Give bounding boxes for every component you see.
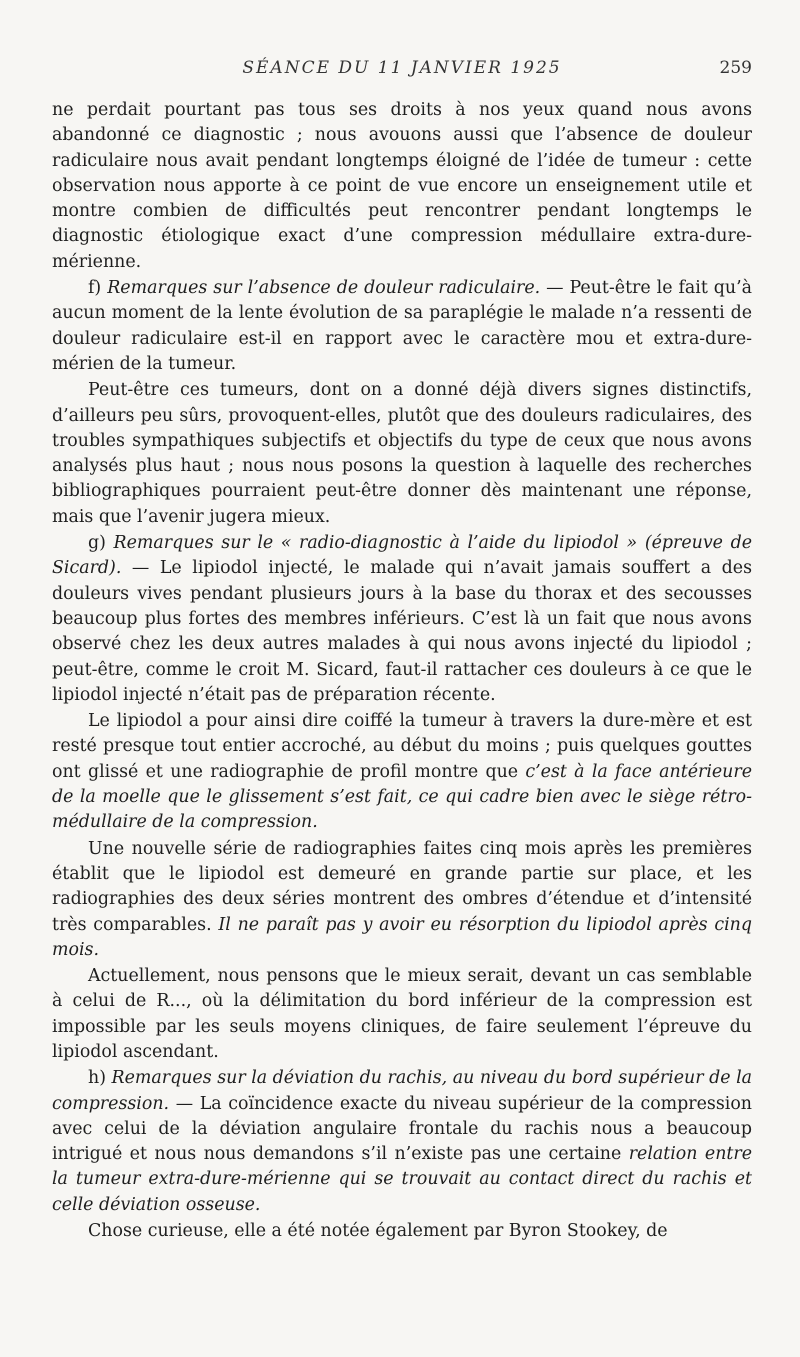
emphasized-text: Il ne paraît pas y avoir eu résorption du lipiodol après cinq mois. [52, 914, 752, 960]
paragraph-1 [52, 98, 752, 275]
paragraph-7 [52, 964, 752, 1065]
paragraph-text: ne perdait pourtant pas tous ses droits à nos yeux quand nous avons abandonné ce diagnostic ; nous avouons aussi que l’absence de douleur radiculaire nous avait pendant longtemps éloigné de l’idée de tumeur : cette observation nous apporte à ce point de vue encore un enseignement utile et montre combien de difficultés peut rencontrer pendant longtemps le diagnostic étiologique exact d’une compression médullaire extra-dure-mérienne. [52, 100, 752, 272]
section-label: h) [88, 1068, 112, 1089]
paragraph-3 [52, 378, 752, 530]
paragraph-text: — Peut-être le fait qu’à aucun moment de la lente évolution de sa paraplégie le malade n’a ressenti de douleur radiculaire est-il en rapport avec le caractère mou et extra-dure-mérien de la tumeur. [52, 278, 753, 374]
paragraph-h [52, 1066, 752, 1218]
emphasized-text: c’est à la face antérieure de la moelle que le glissement s’est fait, ce qui cadre bien avec le siège rétro-médullaire de la compression. [52, 761, 752, 833]
paragraph-text: Le lipiodol a pour ainsi dire coiffé la tumeur à travers la dure-mère et est resté presque tout entier accroché, au début du moins ; puis quelques gouttes ont glissé et une radiographie de profil montre que [52, 711, 752, 782]
emphasized-text: relation entre la tumeur extra-dure-mérienne qui se trouvait au contact direct du rachis et celle déviation osseuse. [52, 1144, 752, 1215]
section-label: g) [88, 533, 114, 554]
body-text [52, 98, 752, 1244]
paragraph-g [52, 531, 752, 708]
paragraph-6 [52, 837, 752, 963]
section-label: f) [88, 278, 108, 299]
running-header [52, 58, 752, 92]
paragraph-f [52, 276, 752, 377]
section-heading: Remarques sur l’absence de douleur radiculaire. [107, 278, 541, 299]
section-heading: Remarques sur la déviation du rachis, au niveau du bord supérieur de la compression. [52, 1068, 752, 1114]
paragraph-5 [52, 709, 752, 835]
paragraph-text: Peut-être ces tumeurs, dont on a donné déjà divers signes distinctifs, d’ailleurs peu sûrs, provoquent-elles, plutôt que des douleurs radiculaires, des troubles sympathiques subjectifs et objectifs du type de ceux que nous avons analysés plus haut ; nous nous posons la question à laquelle des recherches bibliographiques pourraient peut-être donner dès maintenant une réponse, mais que l’avenir jugera mieux. [52, 380, 752, 527]
paragraph-text: — La coïncidence exacte du niveau supérieur de la compression avec celui de la déviation angulaire frontale du rachis nous a beaucoup intrigué et nous nous demandons s’il n’existe pas une certaine [52, 1093, 752, 1165]
running-title: SÉANCE DU 11 JANVIER 1925 [242, 58, 562, 78]
section-heading: Remarques sur le « radio-diagnostic à l’aide du lipiodol » (épreuve de Sicard). [52, 533, 752, 579]
paragraph-text: Une nouvelle série de radiographies faites cinq mois après les premières établit que le lipiodol est demeuré en grande partie sur place, et les radiographies des deux séries montrent des ombres d’étendue et d’intensité très comparables. [52, 838, 752, 935]
paragraph-text: Chose curieuse, elle a été notée également par Byron Stookey, de [88, 1221, 668, 1242]
paragraph-9 [52, 1219, 752, 1244]
paragraph-text: — Le lipiodol injecté, le malade qui n’avait jamais souffert a des douleurs vives pendant plusieurs jours à la base du thorax et des secousses beaucoup plus fortes des membres inférieurs. C’est là un fait que nous avons observé chez les deux autres malades à qui nous avons injecté du lipiodol ; peut-être, comme le croit M. Sicard, faut-il rattacher ces douleurs à ce que le lipiodol injecté n’était pas de préparation récente. [52, 558, 752, 705]
paragraph-text: Actuellement, nous pensons que le mieux serait, devant un cas semblable à celui de R..., où la délimitation du bord inférieur de la compression est impossible par les seuls moyens cliniques, de faire seulement l’épreuve du lipiodol ascendant. [52, 966, 752, 1062]
page-number: 259 [719, 58, 752, 78]
